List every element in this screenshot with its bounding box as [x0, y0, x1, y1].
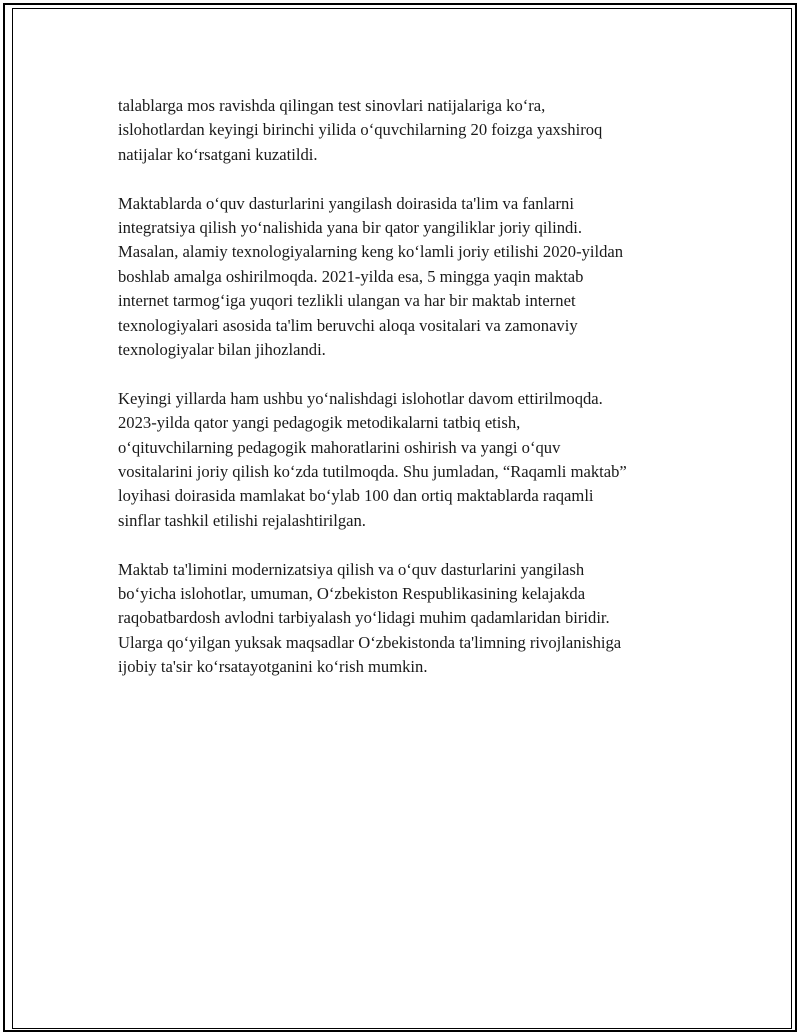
text-line: o‘qituvchilarning pedagogik mahoratlarini oshirish va yangi o‘quv [118, 437, 561, 457]
paragraph-1 [118, 94, 690, 167]
text-line: loyihasi doirasida mamlakat bo‘ylab 100 dan ortiq maktablarda raqamli [118, 486, 594, 506]
paragraph-2 [118, 192, 690, 363]
paragraph-4 [118, 558, 690, 680]
text-line: islohotlardan keyingi birinchi yilida o‘quvchilarning 20 foizga yaxshiroq [118, 120, 603, 140]
paragraph-3 [118, 387, 690, 533]
text-line: texnologiyalari asosida ta'lim beruvchi aloqa vositalari va zamonaviy [118, 315, 578, 335]
text-line: Ularga qo‘yilgan yuksak maqsadlar O‘zbekistonda ta'limning rivojlanishiga [118, 632, 622, 652]
text-line: internet tarmog‘iga yuqori tezlikli ulangan va har bir maktab internet [118, 291, 576, 311]
text-line: 2023-yilda qator yangi pedagogik metodikalarni tatbiq etish, [118, 413, 521, 433]
text-line: Maktab ta'limini modernizatsiya qilish va o‘quv dasturlarini yangilash [118, 559, 585, 579]
text-line: talablarga mos ravishda qilingan test sinovlari natijalariga ko‘ra, [118, 96, 546, 115]
text-line: Keyingi yillarda ham ushbu yo‘nalishdagi islohotlar davom ettirilmoqda. [118, 388, 603, 408]
text-line: vositalarini joriy qilish ko‘zda tutilmoqda. Shu jumladan, “Raqamli maktab” [118, 462, 627, 482]
text-line: sinflar tashkil etilishi rejalashtirilgan. [118, 510, 366, 530]
document-body [118, 94, 690, 704]
text-line: Maktablarda o‘quv dasturlarini yangilash doirasida ta'lim va fanlarni [118, 193, 574, 213]
text-line: Masalan, alamiy texnologiyalarning keng ko‘lamli joriy etilishi 2020-yildan [118, 242, 624, 262]
text-line: natijalar ko‘rsatgani kuzatildi. [118, 144, 318, 164]
text-line: raqobatbardosh avlodni tarbiyalash yo‘lidagi muhim qadamlaridan biridir. [118, 608, 610, 628]
text-line: integratsiya qilish yo‘nalishida yana bir qator yangiliklar joriy qilindi. [118, 218, 583, 238]
text-line: ijobiy ta'sir ko‘rsatayotganini ko‘rish mumkin. [118, 657, 428, 677]
text-line: boshlab amalga oshirilmoqda. 2021-yilda esa, 5 mingga yaqin maktab [118, 266, 584, 286]
text-line: bo‘yicha islohotlar, umuman, O‘zbekiston Respublikasining kelajakda [118, 584, 586, 604]
text-line: texnologiyalar bilan jihozlandi. [118, 340, 326, 360]
